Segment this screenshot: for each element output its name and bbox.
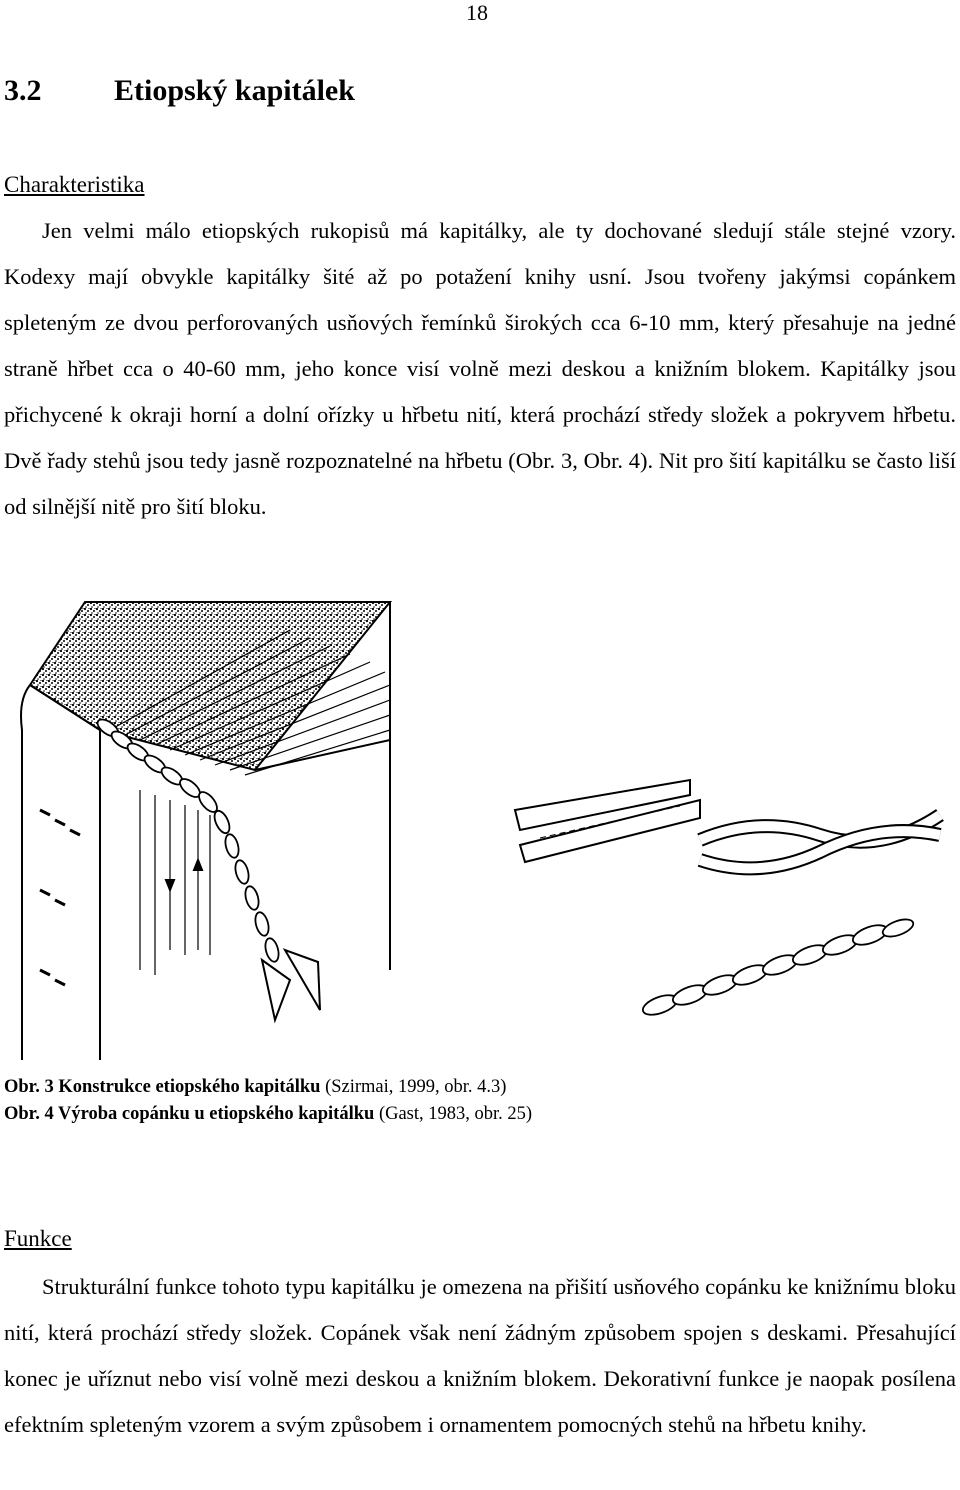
caption-3-title: Obr. 3 Konstrukce etiopského kapitálku xyxy=(4,1077,321,1097)
subheading-characteristics: Charakteristika xyxy=(4,172,145,197)
caption-4-source: (Gast, 1983, obr. 25) xyxy=(374,1104,533,1124)
caption-4-title: Obr. 4 Výroba copánku u etiopského kapitálku xyxy=(4,1104,375,1124)
heading-title: Etiopský kapitálek xyxy=(114,74,355,107)
figure-caption-4 xyxy=(4,1104,532,1125)
page-number: 18 xyxy=(466,0,488,25)
figure-3-endband-construction xyxy=(21,602,390,1060)
heading-number: 3.2 xyxy=(4,74,42,107)
section-heading xyxy=(4,74,355,108)
figure-4-braid-making xyxy=(515,780,940,1019)
paragraph-function: Strukturální funkce tohoto typu kapitálku je omezena na přišití usňového copánku ke knižnímu bloku nití, která prochází středy složek. Copánek však není žádným způsobem spojen s deskami. Přesahující konec je uříznut nebo visí volně mezi deskou a knižním blokem. Dekorativní funkce je naopak posílena efektním spleteným vzorem a svým způsobem i ornamentem pomocných stehů na hřbetu knihy. xyxy=(4,1274,956,1437)
subheading-function: Funkce xyxy=(4,1226,72,1251)
figure-illustrations xyxy=(0,590,960,1070)
paragraph-characteristics: Jen velmi málo etiopských rukopisů má kapitálky, ale ty dochované sledují stále stejné vzory. Kodexy mají obvykle kapitálky šité až po potažení knihy usní. Jsou tvořeny jakýmsi copánkem spleteným ze dvou perforovaných usňových řemínků širokých cca 6-10 mm, který přesahuje na jedné straně hřbet cca o 40-60 mm, jeho konce visí volně mezi deskou a knižním blokem. Kapitálky jsou přichycené k okraji horní a dolní ořízky u hřbetu nití, která prochází středy složek a pokryvem hřbetu. Dvě řady stehů jsou tedy jasně rozpoznatelné na hřbetu (Obr. 3, Obr. 4). Nit pro šití kapitálku se často liší od silnější nitě pro šití bloku. xyxy=(4,218,956,519)
caption-3-source: (Szirmai, 1999, obr. 4.3) xyxy=(320,1077,507,1097)
figure-caption-3 xyxy=(4,1077,506,1098)
